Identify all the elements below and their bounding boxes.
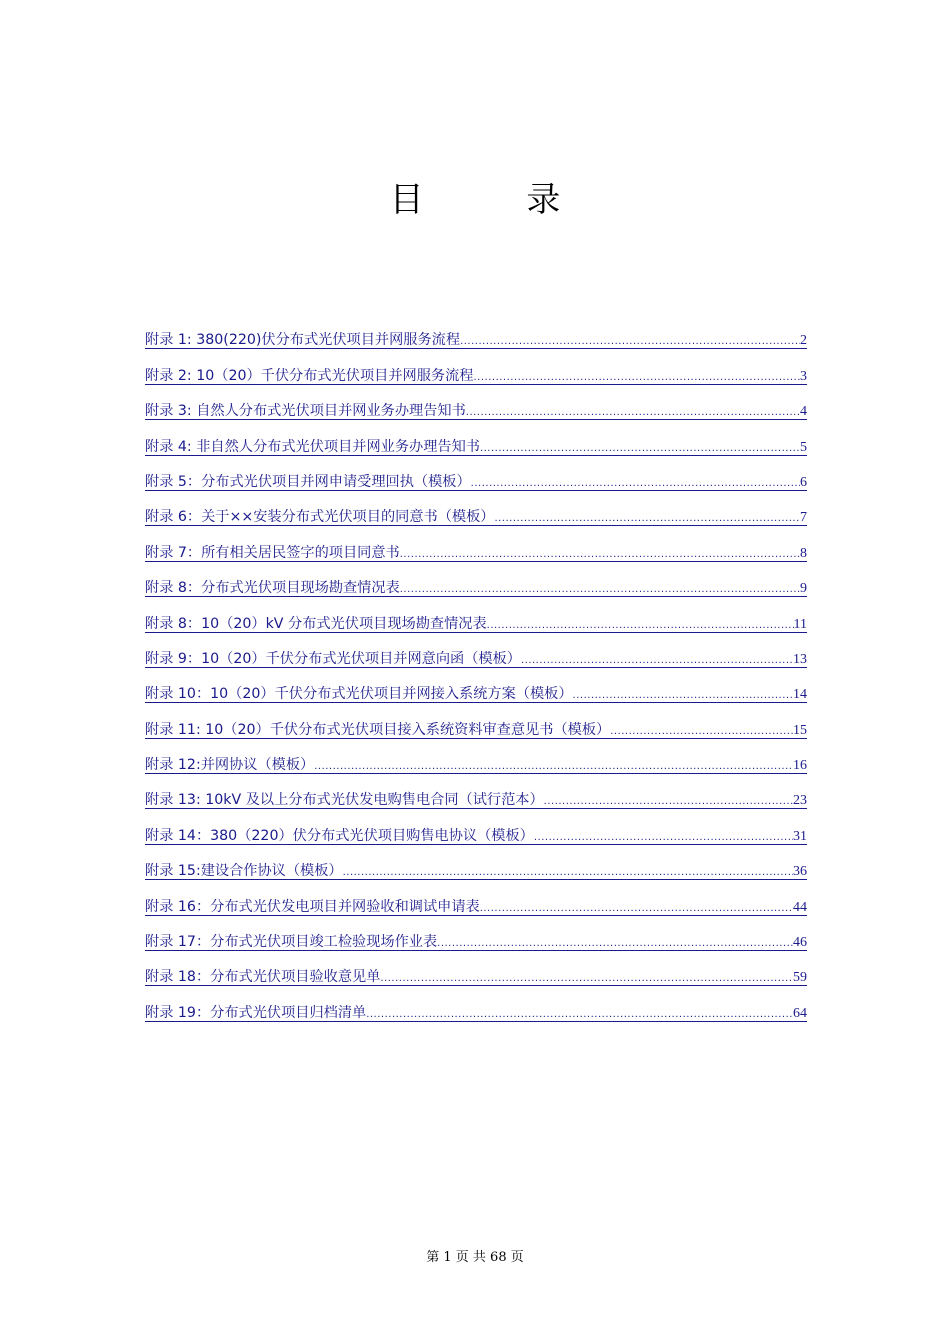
toc-entry-label: 附录 1: 380(220)伏分布式光伏项目并网服务流程 xyxy=(145,332,461,349)
toc-entry[interactable] xyxy=(145,612,807,647)
toc-entry-page: 3 xyxy=(800,368,807,384)
toc-entry-label: 附录 10：10（20）千伏分布式光伏项目并网接入系统方案（模板） xyxy=(145,686,573,703)
toc-leader xyxy=(494,510,800,526)
page-title: 目 录 xyxy=(389,180,607,220)
toc-entry[interactable] xyxy=(145,577,807,612)
toc-leader xyxy=(400,546,800,562)
toc-entry[interactable] xyxy=(145,435,807,470)
toc-entry-label: 附录 15:建设合作协议（模板） xyxy=(145,863,343,880)
toc-entry-page: 31 xyxy=(793,828,807,844)
toc-leader xyxy=(487,617,794,633)
toc-leader xyxy=(480,900,793,916)
toc-entry-page: 44 xyxy=(793,899,807,915)
toc-entry-page: 9 xyxy=(800,581,807,597)
toc-leader xyxy=(573,687,793,703)
toc-leader xyxy=(466,404,800,420)
toc-entry-label: 附录 2: 10（20）千伏分布式光伏项目并网服务流程 xyxy=(145,367,474,384)
toc-entry[interactable] xyxy=(145,789,807,824)
toc-entry[interactable] xyxy=(145,683,807,718)
toc-entry-label: 附录 8：10（20）kV 分布式光伏项目现场勘查情况表 xyxy=(145,615,487,632)
toc-entry-label: 附录 19：分布式光伏项目归档清单 xyxy=(145,1004,367,1021)
toc-leader xyxy=(471,475,800,491)
toc-entry[interactable] xyxy=(145,824,807,859)
toc-entry-label: 附录 8：分布式光伏项目现场勘查情况表 xyxy=(145,580,400,597)
toc-entry-page: 36 xyxy=(793,864,807,880)
toc-leader xyxy=(437,935,793,951)
toc-entry[interactable] xyxy=(145,364,807,399)
toc-entry-label: 附录 11: 10（20）千伏分布式光伏项目接入系统资料审查意见书（模板） xyxy=(145,721,611,738)
toc-entry[interactable] xyxy=(145,754,807,789)
table-of-contents xyxy=(145,329,807,1037)
toc-entry-label: 附录 9：10（20）千伏分布式光伏项目并网意向函（模板） xyxy=(145,650,521,667)
toc-entry[interactable] xyxy=(145,931,807,966)
toc-entry-page: 4 xyxy=(800,404,807,420)
toc-entry-page: 7 xyxy=(800,510,807,526)
toc-leader xyxy=(544,793,793,809)
toc-entry-page: 46 xyxy=(793,935,807,951)
toc-entry-page: 6 xyxy=(800,474,807,490)
toc-entry-label: 附录 13: 10kV 及以上分布式光伏发电购售电合同（试行范本） xyxy=(145,792,544,809)
toc-entry[interactable] xyxy=(145,471,807,506)
toc-entry[interactable] xyxy=(145,1001,807,1036)
toc-leader xyxy=(474,369,801,385)
toc-entry-page: 13 xyxy=(793,651,807,667)
toc-entry[interactable] xyxy=(145,400,807,435)
toc-entry-label: 附录 16：分布式光伏发电项目并网验收和调试申请表 xyxy=(145,898,480,915)
toc-leader xyxy=(380,970,793,986)
toc-entry-page: 8 xyxy=(800,545,807,561)
toc-entry-page: 23 xyxy=(793,793,807,809)
toc-entry-label: 附录 3: 自然人分布式光伏项目并网业务办理告知书 xyxy=(145,403,466,420)
toc-entry[interactable] xyxy=(145,506,807,541)
toc-leader xyxy=(460,333,800,349)
toc-entry[interactable] xyxy=(145,966,807,1001)
toc-entry-page: 59 xyxy=(793,970,807,986)
toc-leader xyxy=(400,581,800,597)
toc-entry-page: 64 xyxy=(793,1005,807,1021)
toc-entry[interactable] xyxy=(145,329,807,364)
toc-entry-label: 附录 12:并网协议（模板） xyxy=(145,757,315,774)
toc-leader xyxy=(314,758,793,774)
toc-entry-label: 附录 17：分布式光伏项目竣工检验现场作业表 xyxy=(145,934,438,951)
toc-leader xyxy=(343,864,793,880)
toc-entry[interactable] xyxy=(145,895,807,930)
toc-entry-label: 附录 18：分布式光伏项目验收意见单 xyxy=(145,969,381,986)
toc-entry-label: 附录 7：所有相关居民签字的项目同意书 xyxy=(145,544,400,561)
toc-entry-page: 11 xyxy=(793,616,807,632)
toc-entry[interactable] xyxy=(145,541,807,576)
page-footer: 第 1 页 共 68 页 xyxy=(426,1250,524,1265)
toc-entry-page: 15 xyxy=(793,722,807,738)
toc-entry-label: 附录 14：380（220）伏分布式光伏项目购售电协议（模板） xyxy=(145,827,534,844)
toc-entry-page: 16 xyxy=(793,758,807,774)
toc-entry[interactable] xyxy=(145,648,807,683)
toc-entry-label: 附录 6：关于××安装分布式光伏项目的同意书（模板） xyxy=(145,509,495,526)
toc-leader xyxy=(534,829,793,845)
toc-entry[interactable] xyxy=(145,860,807,895)
toc-entry-page: 5 xyxy=(800,439,807,455)
toc-entry-label: 附录 4: 非自然人分布式光伏项目并网业务办理告知书 xyxy=(145,438,480,455)
toc-entry-label: 附录 5：分布式光伏项目并网申请受理回执（模板） xyxy=(145,473,471,490)
toc-leader xyxy=(480,440,800,456)
toc-leader xyxy=(521,652,793,668)
toc-leader xyxy=(610,723,793,739)
toc-entry-page: 14 xyxy=(793,687,807,703)
toc-leader xyxy=(366,1006,793,1022)
toc-entry-page: 2 xyxy=(800,333,807,349)
toc-entry[interactable] xyxy=(145,718,807,753)
